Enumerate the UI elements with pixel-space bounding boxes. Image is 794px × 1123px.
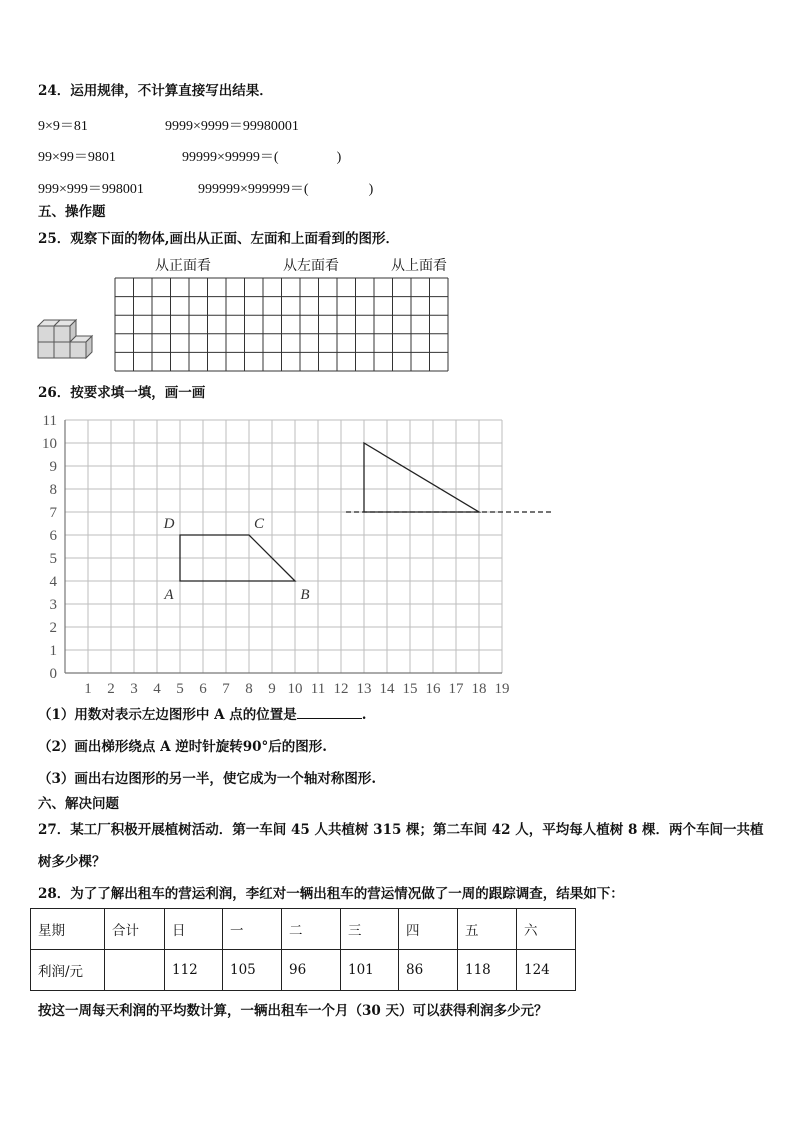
table-header-cell: 五: [458, 909, 517, 950]
coordinate-grid[interactable]: [30, 405, 570, 695]
table-cell: 124: [517, 950, 576, 991]
section-6-heading: 六、解决问题: [38, 796, 119, 812]
x-tick-label: 3: [130, 681, 138, 695]
x-tick-label: 12: [333, 681, 349, 695]
point-a-answer-blank[interactable]: [297, 706, 362, 719]
table-header-cell: 三: [341, 909, 399, 950]
section-5-heading: 五、操作题: [38, 204, 106, 220]
x-tick-label: 6: [199, 681, 207, 695]
table-header-cell: 六: [517, 909, 576, 950]
x-tick-label: 1: [84, 681, 92, 695]
q26-title: 26．按要求填一填，画一画: [38, 385, 206, 401]
x-tick-label: 5: [176, 681, 184, 695]
x-tick-label: 7: [222, 681, 230, 695]
table-header-cell: 合计: [105, 909, 165, 950]
y-tick-label: 8: [49, 482, 57, 498]
table-cell: 118: [458, 950, 517, 991]
y-tick-label: 4: [49, 574, 57, 590]
y-tick-label: 5: [49, 551, 57, 567]
y-tick-label: 0: [49, 666, 57, 682]
q24-eq-1-right: 9999×9999＝99980001: [165, 119, 299, 134]
table-cell: 利润/元: [31, 950, 105, 991]
y-tick-label: 2: [49, 620, 57, 636]
q28-title: 28．为了了解出租车的营运利润，李红对一辆出租车的营运情况做了一周的跟踪调查，结果如下：: [38, 886, 624, 902]
table-header-cell: 四: [399, 909, 458, 950]
x-tick-label: 18: [471, 681, 487, 695]
point-label-a: A: [164, 587, 174, 603]
table-header-cell: 星期: [31, 909, 105, 950]
q24-eq-2-left: 99×99＝9801: [38, 150, 116, 165]
q24-eq-3-right: [198, 178, 373, 198]
x-tick-label: 9: [268, 681, 276, 695]
table-total-cell[interactable]: [105, 950, 165, 991]
q24-eq-3-left: 999×999＝998001: [38, 182, 144, 197]
cube-object-figure: [36, 318, 96, 360]
q24-eq-2-right: [182, 146, 341, 166]
q27-line-2: 树多少棵？: [38, 854, 106, 870]
table-header-cell: 日: [165, 909, 223, 950]
x-tick-label: 10: [287, 681, 303, 695]
y-tick-label: 9: [49, 459, 57, 475]
q28-question: 按这一周每天利润的平均数计算，一辆出租车一个月（30 天）可以获得利润多少元？: [38, 1003, 548, 1019]
profit-table: [30, 908, 576, 991]
q24-eq-1-left: 9×9＝81: [38, 119, 88, 134]
table-cell: 105: [223, 950, 282, 991]
q26-sub-2: （2）画出梯形绕点 A 逆时针旋转90°后的图形.: [38, 739, 328, 755]
q25-title: 25．观察下面的物体,画出从正面、左面和上面看到的图形．: [38, 231, 399, 247]
x-tick-label: 17: [448, 681, 464, 695]
y-tick-label: 1: [49, 643, 57, 659]
view-front-label: 从正面看: [155, 258, 211, 274]
table-cell: 86: [399, 950, 458, 991]
q26-sub-1-end: .: [361, 707, 367, 723]
y-tick-label: 7: [49, 505, 57, 521]
x-tick-label: 2: [107, 681, 115, 695]
x-tick-label: 11: [310, 681, 326, 695]
q24-eq-3-close: ): [368, 182, 374, 197]
view-top-label: 从上面看: [391, 258, 447, 274]
table-header-cell: 二: [282, 909, 341, 950]
y-tick-label: 10: [42, 436, 57, 452]
x-tick-label: 15: [402, 681, 418, 695]
point-label-c: C: [253, 516, 265, 532]
y-tick-label: 3: [49, 597, 57, 613]
table-cell: 96: [282, 950, 341, 991]
view-drawing-grid[interactable]: [114, 277, 451, 373]
table-row: [31, 909, 576, 950]
x-tick-label: 4: [153, 681, 161, 695]
table-row: [31, 950, 576, 991]
point-label-b: B: [300, 587, 310, 603]
x-tick-label: 16: [425, 681, 441, 695]
q27-line-1: 27．某工厂积极开展植树活动．第一车间 45 人共植树 315 棵；第二车间 42 人，平均每人植树 8 棵．两个车间一共植: [38, 822, 764, 838]
q24-eq-2-close: ): [336, 150, 342, 165]
x-tick-label: 19: [494, 681, 510, 695]
table-cell: 101: [341, 950, 399, 991]
q26-sub-1: [38, 706, 366, 724]
q26-sub-1-text: （1）用数对表示左边图形中 A 点的位置是: [38, 707, 297, 723]
view-left-label: 从左面看: [283, 258, 339, 274]
point-label-d: D: [163, 516, 175, 532]
table-cell: 112: [165, 950, 223, 991]
q24-eq-3-expr: 999999×999999＝(: [198, 182, 309, 197]
x-tick-label: 14: [379, 681, 395, 695]
y-tick-label: 6: [49, 528, 57, 544]
q26-sub-3: （3）画出右边图形的另一半，使它成为一个轴对称图形.: [38, 771, 377, 787]
half-triangle: [364, 443, 479, 512]
q24-title: 24．运用规律，不计算直接写出结果．: [38, 83, 273, 99]
table-header-cell: 一: [223, 909, 282, 950]
y-tick-label: 11: [42, 413, 57, 429]
x-tick-label: 13: [356, 681, 372, 695]
q24-eq-2-expr: 99999×99999＝(: [182, 150, 279, 165]
x-tick-label: 8: [245, 681, 253, 695]
